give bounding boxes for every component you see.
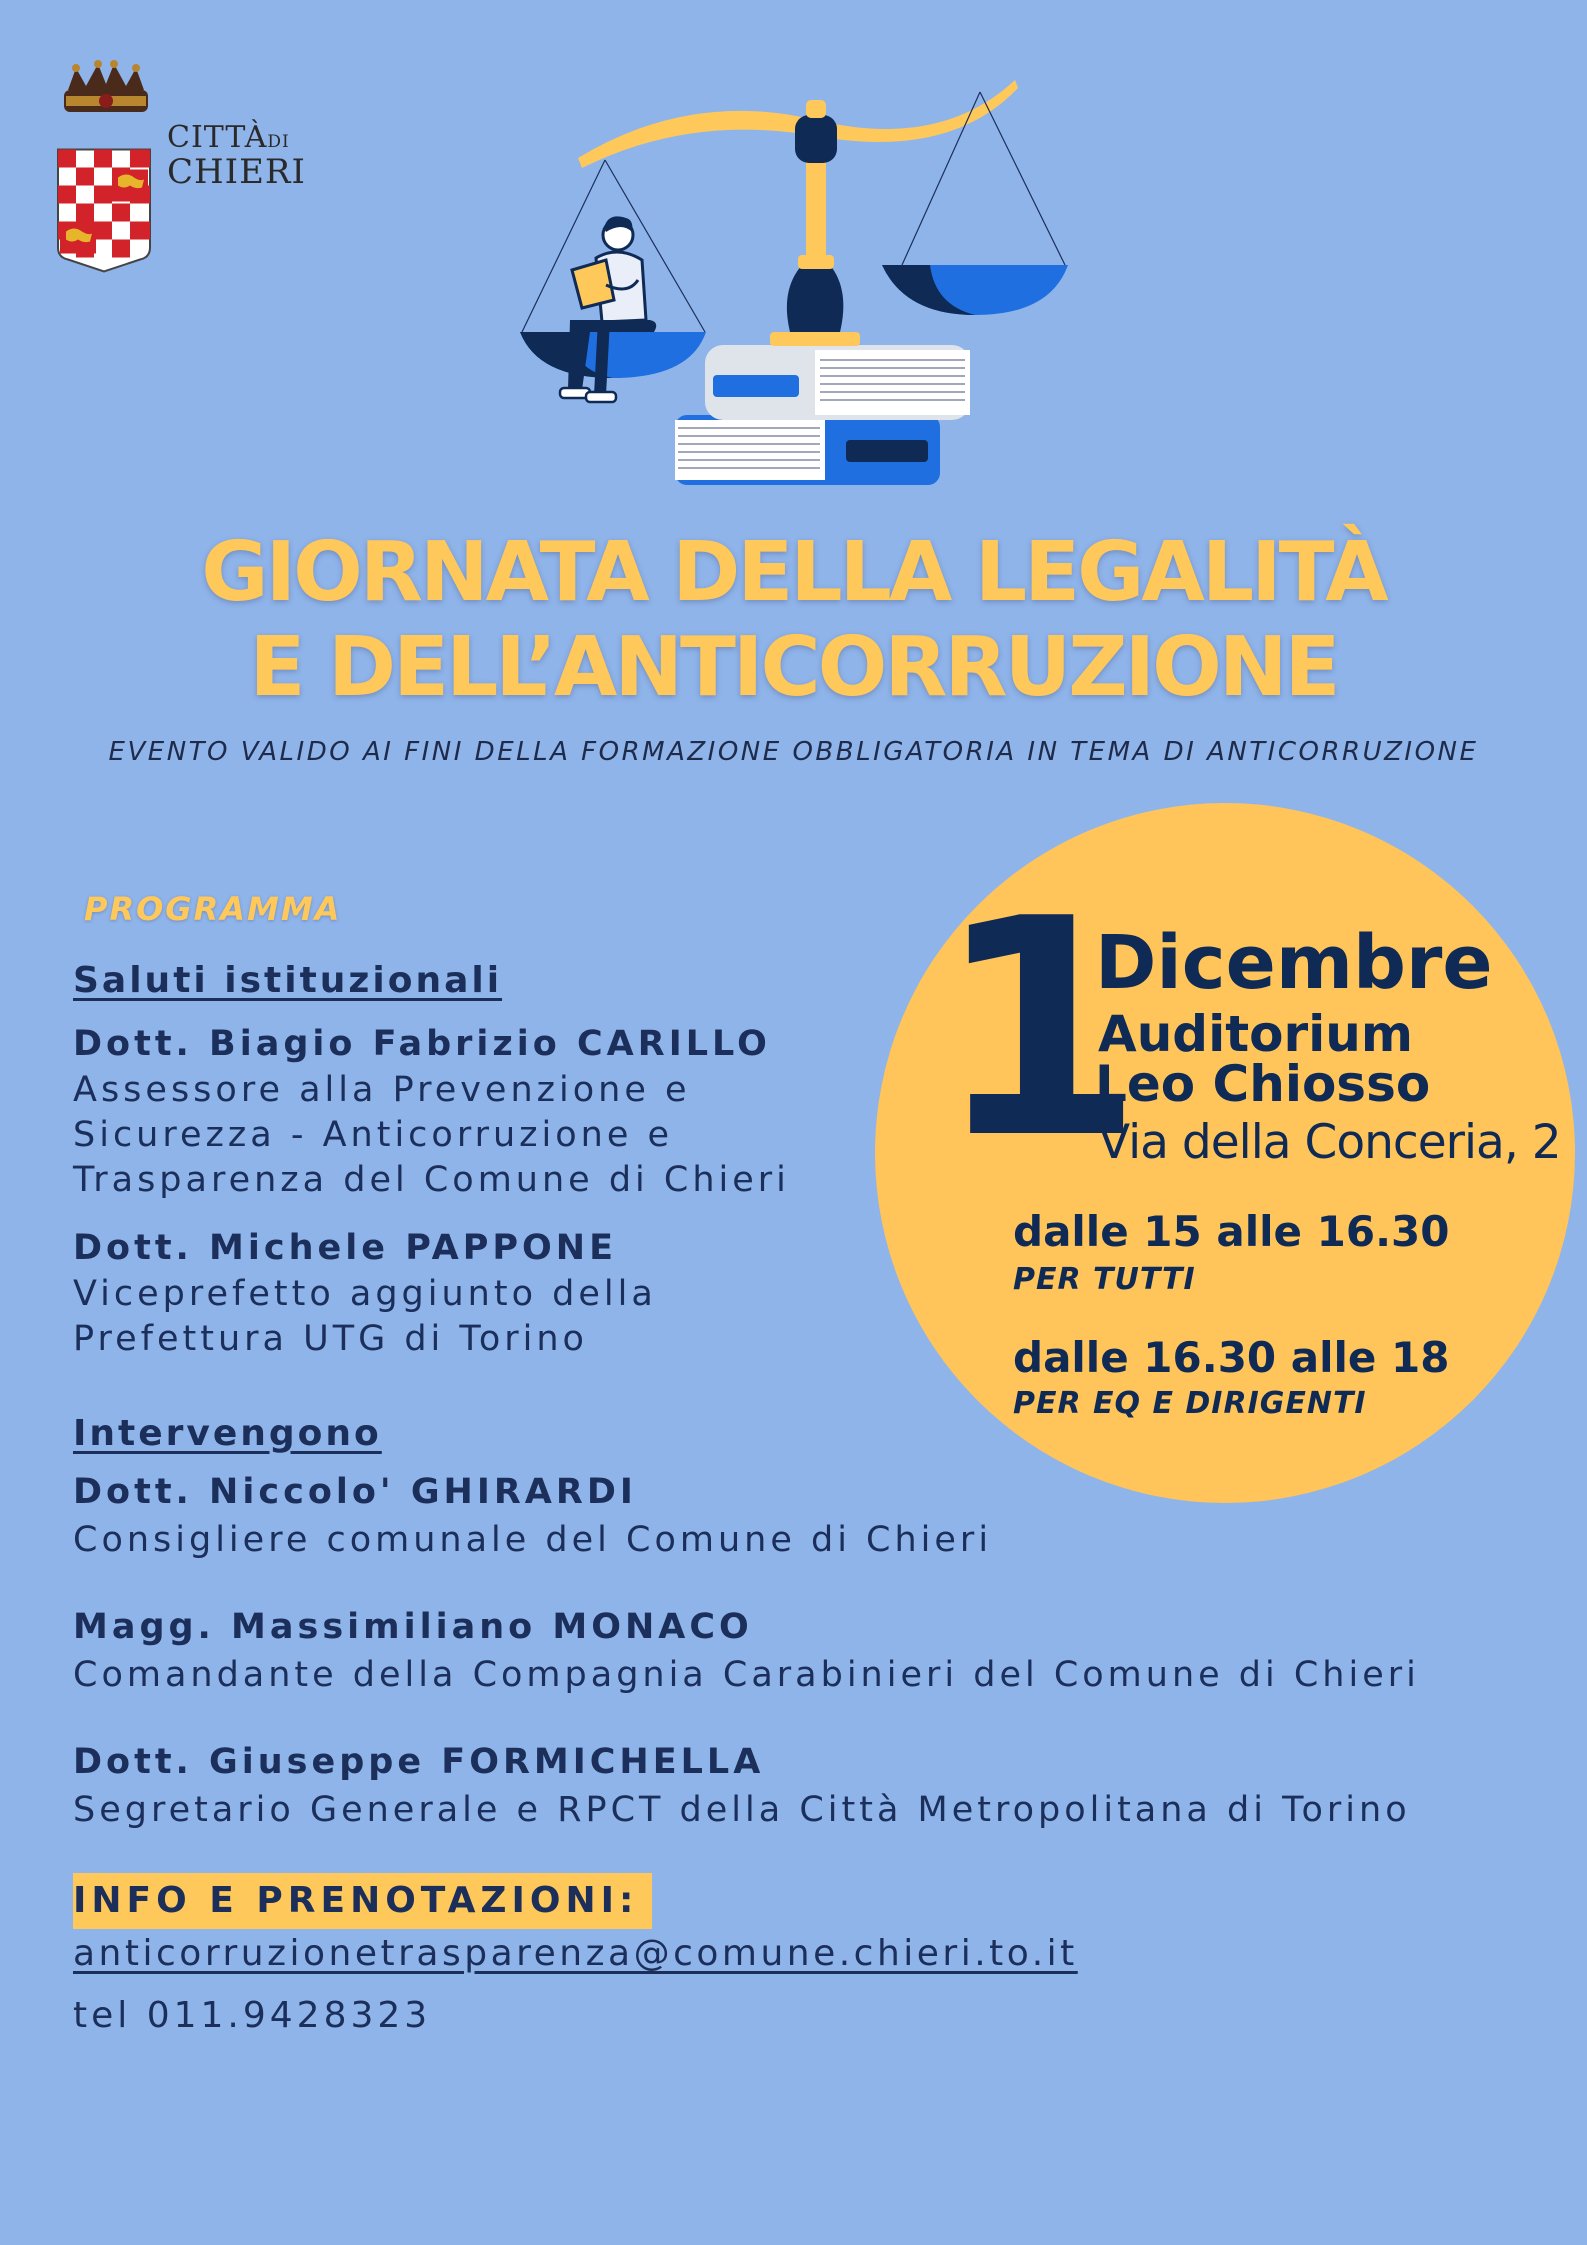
event-address: Via della Conceria, 2 <box>1098 1115 1561 1170</box>
books-icon <box>675 345 970 485</box>
city-name-line2: CHIERI <box>167 152 306 192</box>
event-venue-line2: Leo Chiosso <box>1095 1055 1431 1113</box>
slot-time: dalle 15 alle 16.30 <box>1013 1207 1450 1256</box>
speaker-role-line: Trasparenza del Comune di Chieri <box>73 1160 790 1200</box>
speaker-role-line: Prefettura UTG di Torino <box>73 1319 588 1359</box>
speaker-role <box>73 1068 790 1203</box>
event-month: Dicembre <box>1095 920 1493 1006</box>
info-label: INFO E PRENOTAZIONI: <box>73 1873 652 1929</box>
speaker-name: Dott. Giuseppe FORMICHELLA <box>73 1742 765 1782</box>
event-day: 1 <box>935 855 1134 1204</box>
info-email-link[interactable]: anticorruzionetrasparenza@comune.chieri.to.it <box>73 1933 1078 1974</box>
city-di: DI <box>267 132 290 152</box>
speaker-name: Magg. Massimiliano MONACO <box>73 1607 753 1647</box>
speaker-name: Dott. Michele PAPPONE <box>73 1228 617 1268</box>
speaker-name: Dott. Biagio Fabrizio CARILLO <box>73 1024 771 1064</box>
city-name-line1: CITTÀDI <box>167 120 290 155</box>
info-phone: tel 011.9428323 <box>73 1995 432 2036</box>
speaker-role: Consigliere comunale del Comune di Chieri <box>73 1520 993 1560</box>
justice-scale-illustration <box>510 70 1090 510</box>
speaker-role <box>73 1272 657 1362</box>
speaker-role-line: Assessore alla Prevenzione e <box>73 1070 691 1110</box>
slot-audience: PER TUTTI <box>1013 1262 1196 1297</box>
slot-time: dalle 16.30 alle 18 <box>1013 1333 1450 1382</box>
crown-icon <box>56 60 156 122</box>
speaker-name: Dott. Niccolo' GHIRARDI <box>73 1472 637 1512</box>
city-logo <box>52 60 312 250</box>
shield-icon <box>56 120 152 300</box>
subtitle: EVENTO VALIDO AI FINI DELLA FORMAZIONE OBBLIGATORIA IN TEMA DI ANTICORRUZIONE <box>108 737 1479 767</box>
slot-audience: PER EQ E DIRIGENTI <box>1013 1386 1367 1421</box>
event-venue-line1: Auditorium <box>1098 1005 1413 1063</box>
title-line1: GIORNATA DELLA LEGALITÀ <box>201 525 1386 620</box>
programma-label: PROGRAMMA <box>84 890 342 928</box>
speaker-role-line: Sicurezza - Anticorruzione e <box>73 1115 674 1155</box>
speaker-role: Comandante della Compagnia Carabinieri del Comune di Chieri <box>73 1655 1420 1695</box>
interventi-heading: Intervengono <box>73 1413 382 1454</box>
speaker-role-line: Viceprefetto aggiunto della <box>73 1274 657 1314</box>
saluti-heading: Saluti istituzionali <box>73 960 503 1001</box>
title-line2: E DELL’ANTICORRUZIONE <box>249 620 1338 715</box>
speaker-role: Segretario Generale e RPCT della Città Metropolitana di Torino <box>73 1790 1411 1830</box>
